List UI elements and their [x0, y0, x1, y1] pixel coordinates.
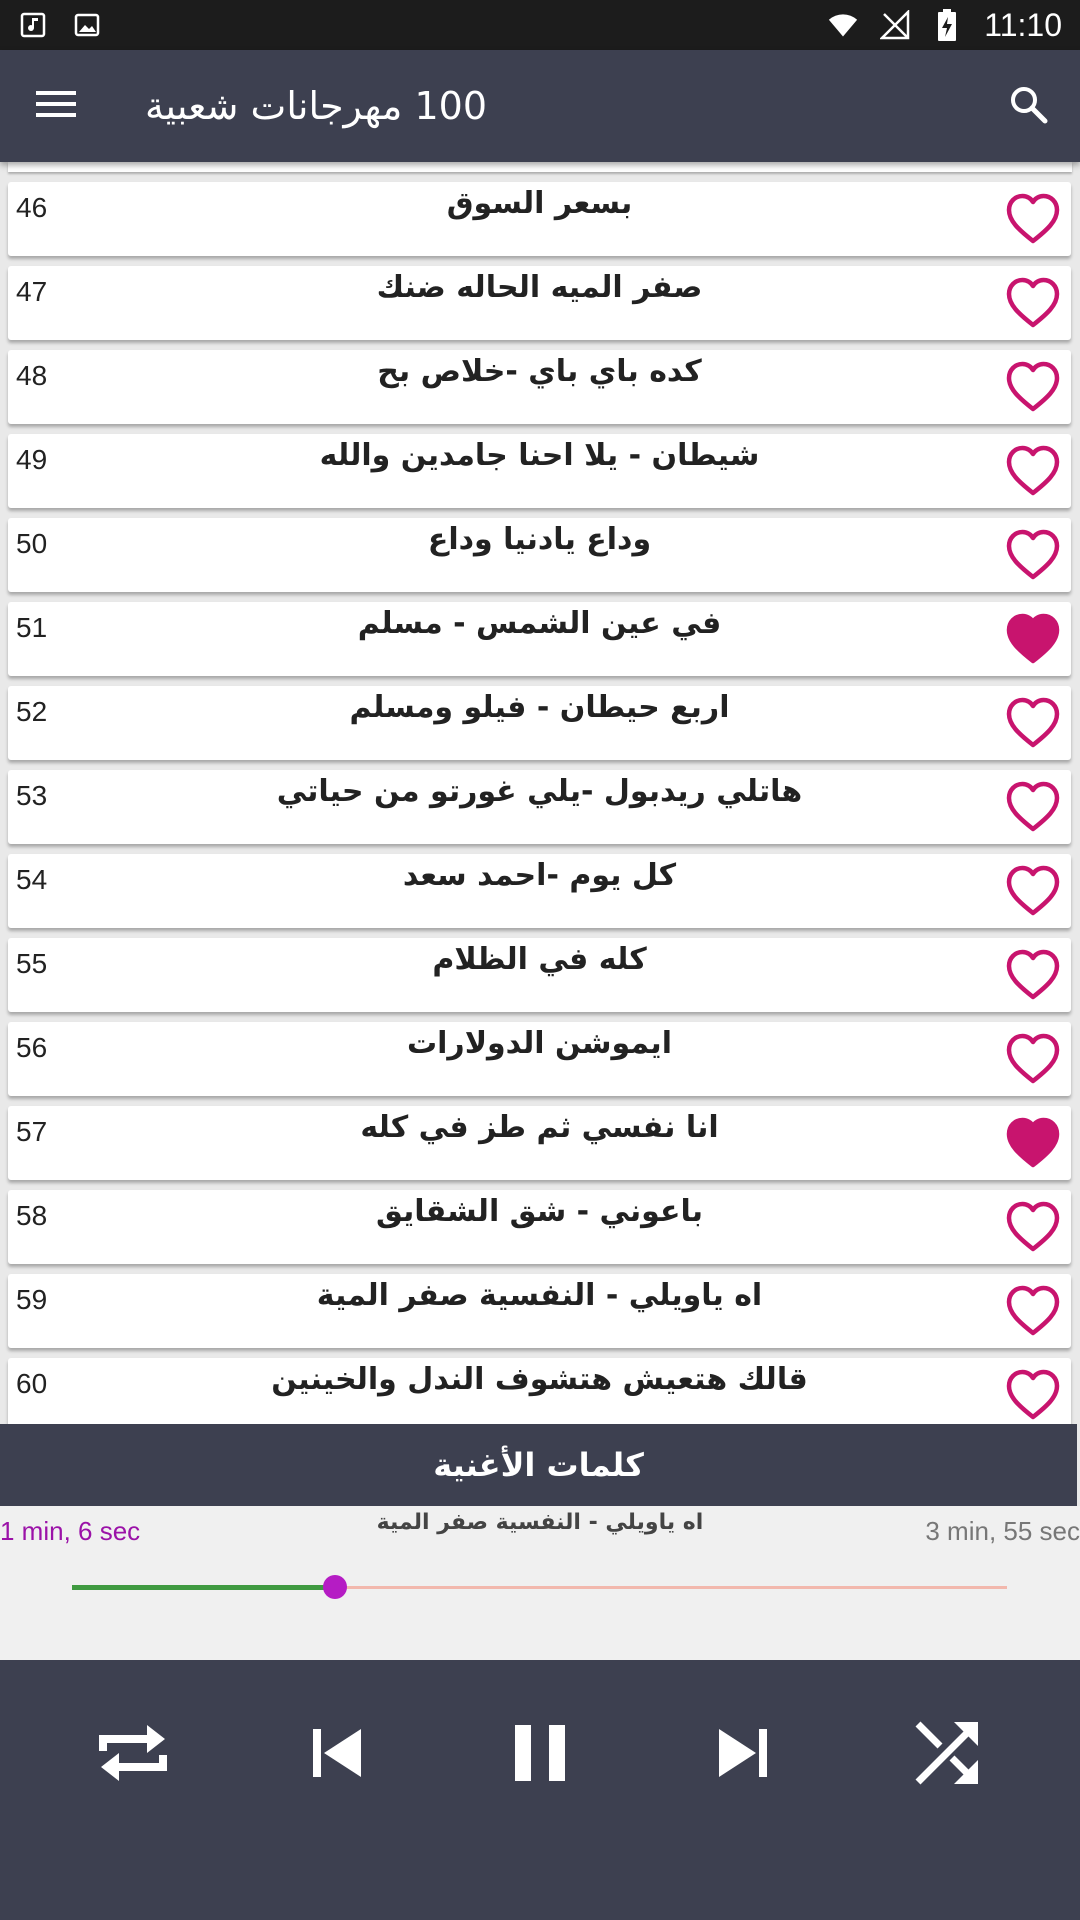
menu-button[interactable] [24, 74, 88, 138]
seek-bar-progress [72, 1585, 335, 1590]
song-number: 52 [16, 696, 48, 727]
favorite-button[interactable] [1005, 444, 1061, 498]
song-title: شيطان - يلا احنا جامدين والله [319, 438, 760, 473]
song-row[interactable] [8, 854, 1071, 928]
song-number: 49 [16, 444, 48, 475]
favorite-button[interactable] [1005, 192, 1061, 246]
favorite-button[interactable] [1005, 1368, 1061, 1422]
total-time: 3 min, 55 sec [925, 1516, 1080, 1546]
heart-icon [1005, 528, 1061, 582]
seek-bar-thumb[interactable] [323, 1575, 347, 1599]
heart-icon [1005, 696, 1061, 750]
song-number: 58 [16, 1200, 48, 1231]
pause-button[interactable] [485, 1698, 595, 1808]
song-row[interactable] [8, 770, 1071, 844]
shuffle-icon [912, 1718, 982, 1788]
search-button[interactable] [994, 72, 1062, 140]
favorite-button[interactable] [1005, 528, 1061, 582]
heart-icon [1005, 612, 1061, 666]
next-button[interactable] [688, 1698, 798, 1808]
song-row[interactable] [8, 1190, 1071, 1264]
song-row[interactable] [8, 266, 1071, 340]
playback-controls [0, 1660, 1080, 1920]
image-notification-icon [72, 10, 102, 40]
page-title: 100 مهرجانات شعبية [145, 84, 488, 128]
song-title: بسعر السوق [446, 186, 633, 221]
song-number: 47 [16, 276, 48, 307]
previous-button[interactable] [282, 1698, 392, 1808]
list-item-partial [8, 162, 1072, 172]
song-row[interactable] [8, 1022, 1071, 1096]
song-number: 51 [16, 612, 48, 643]
menu-icon [36, 89, 76, 123]
repeat-button[interactable] [78, 1698, 188, 1808]
song-number: 50 [16, 528, 48, 559]
heart-icon [1005, 192, 1061, 246]
heart-icon [1005, 444, 1061, 498]
song-title: كله في الظلام [432, 942, 647, 977]
heart-icon [1005, 360, 1061, 414]
favorite-button[interactable] [1005, 864, 1061, 918]
song-number: 59 [16, 1284, 48, 1315]
song-title: كده باي باي -خلاص بح [377, 354, 702, 389]
song-row[interactable] [8, 518, 1071, 592]
heart-icon [1005, 1116, 1061, 1170]
favorite-button[interactable] [1005, 1116, 1061, 1170]
status-bar [0, 0, 1080, 50]
heart-icon [1005, 276, 1061, 330]
app-bar [0, 50, 1080, 162]
song-title: اه ياويلي - النفسية صفر المية [316, 1278, 763, 1313]
song-number: 57 [16, 1116, 48, 1147]
skip-next-icon [713, 1723, 773, 1783]
player-panel [0, 1506, 1080, 1660]
song-title: وداع يادنيا وداع [427, 522, 652, 557]
heart-icon [1005, 780, 1061, 834]
song-row[interactable] [8, 350, 1071, 424]
lyrics-button[interactable]: كلمات الأغنية [0, 1424, 1077, 1506]
song-number: 53 [16, 780, 48, 811]
song-number: 56 [16, 1032, 48, 1063]
favorite-button[interactable] [1005, 612, 1061, 666]
song-number: 46 [16, 192, 48, 223]
heart-icon [1005, 1200, 1061, 1254]
heart-icon [1005, 864, 1061, 918]
heart-icon [1005, 1284, 1061, 1338]
song-row[interactable] [8, 434, 1071, 508]
no-signal-icon [880, 10, 910, 40]
favorite-button[interactable] [1005, 1032, 1061, 1086]
song-row[interactable] [8, 182, 1071, 256]
shuffle-button[interactable] [892, 1698, 1002, 1808]
elapsed-time: 1 min, 6 sec [0, 1516, 141, 1546]
song-number: 54 [16, 864, 48, 895]
song-title: هاتلي ريدبول -يلي غورتو من حياتي [276, 774, 803, 809]
heart-icon [1005, 1032, 1061, 1086]
favorite-button[interactable] [1005, 1284, 1061, 1338]
song-title: اربع حيطان - فيلو ومسلم [349, 690, 730, 725]
song-row[interactable] [8, 1358, 1071, 1424]
song-row[interactable] [8, 602, 1071, 676]
now-playing-title: اه ياويلي - النفسية صفر المية [376, 1510, 704, 1535]
pause-icon [510, 1721, 570, 1785]
wifi-icon [828, 10, 858, 40]
song-title: في عين الشمس - مسلم [357, 606, 722, 641]
heart-icon [1005, 948, 1061, 1002]
song-row[interactable] [8, 686, 1071, 760]
song-number: 60 [16, 1368, 48, 1399]
status-time: 11:10 [984, 6, 1062, 43]
song-title: انا نفسي ثم طز في كله [360, 1110, 719, 1145]
song-row[interactable] [8, 1274, 1071, 1348]
song-number: 48 [16, 360, 48, 391]
song-row[interactable] [8, 1106, 1071, 1180]
favorite-button[interactable] [1005, 948, 1061, 1002]
music-notification-icon [18, 10, 48, 40]
song-title: كل يوم -احمد سعد [402, 858, 677, 893]
battery-charging-icon [932, 10, 962, 40]
favorite-button[interactable] [1005, 780, 1061, 834]
song-list[interactable] [0, 162, 1080, 1424]
seek-bar[interactable] [72, 1586, 1007, 1589]
favorite-button[interactable] [1005, 696, 1061, 750]
song-row[interactable] [8, 938, 1071, 1012]
heart-icon [1005, 1368, 1061, 1422]
song-title: باعوني - شق الشقايق [375, 1194, 703, 1229]
favorite-button[interactable] [1005, 360, 1061, 414]
favorite-button[interactable] [1005, 276, 1061, 330]
favorite-button[interactable] [1005, 1200, 1061, 1254]
search-icon [1008, 84, 1048, 128]
repeat-icon [95, 1715, 171, 1791]
song-title: ايموشن الدولارات [407, 1026, 672, 1061]
song-number: 55 [16, 948, 48, 979]
song-title: صفر الميه الحاله ضنك [376, 270, 703, 305]
skip-previous-icon [307, 1723, 367, 1783]
song-title: قالك هتعيش هتشوف الندل والخينين [271, 1362, 808, 1397]
